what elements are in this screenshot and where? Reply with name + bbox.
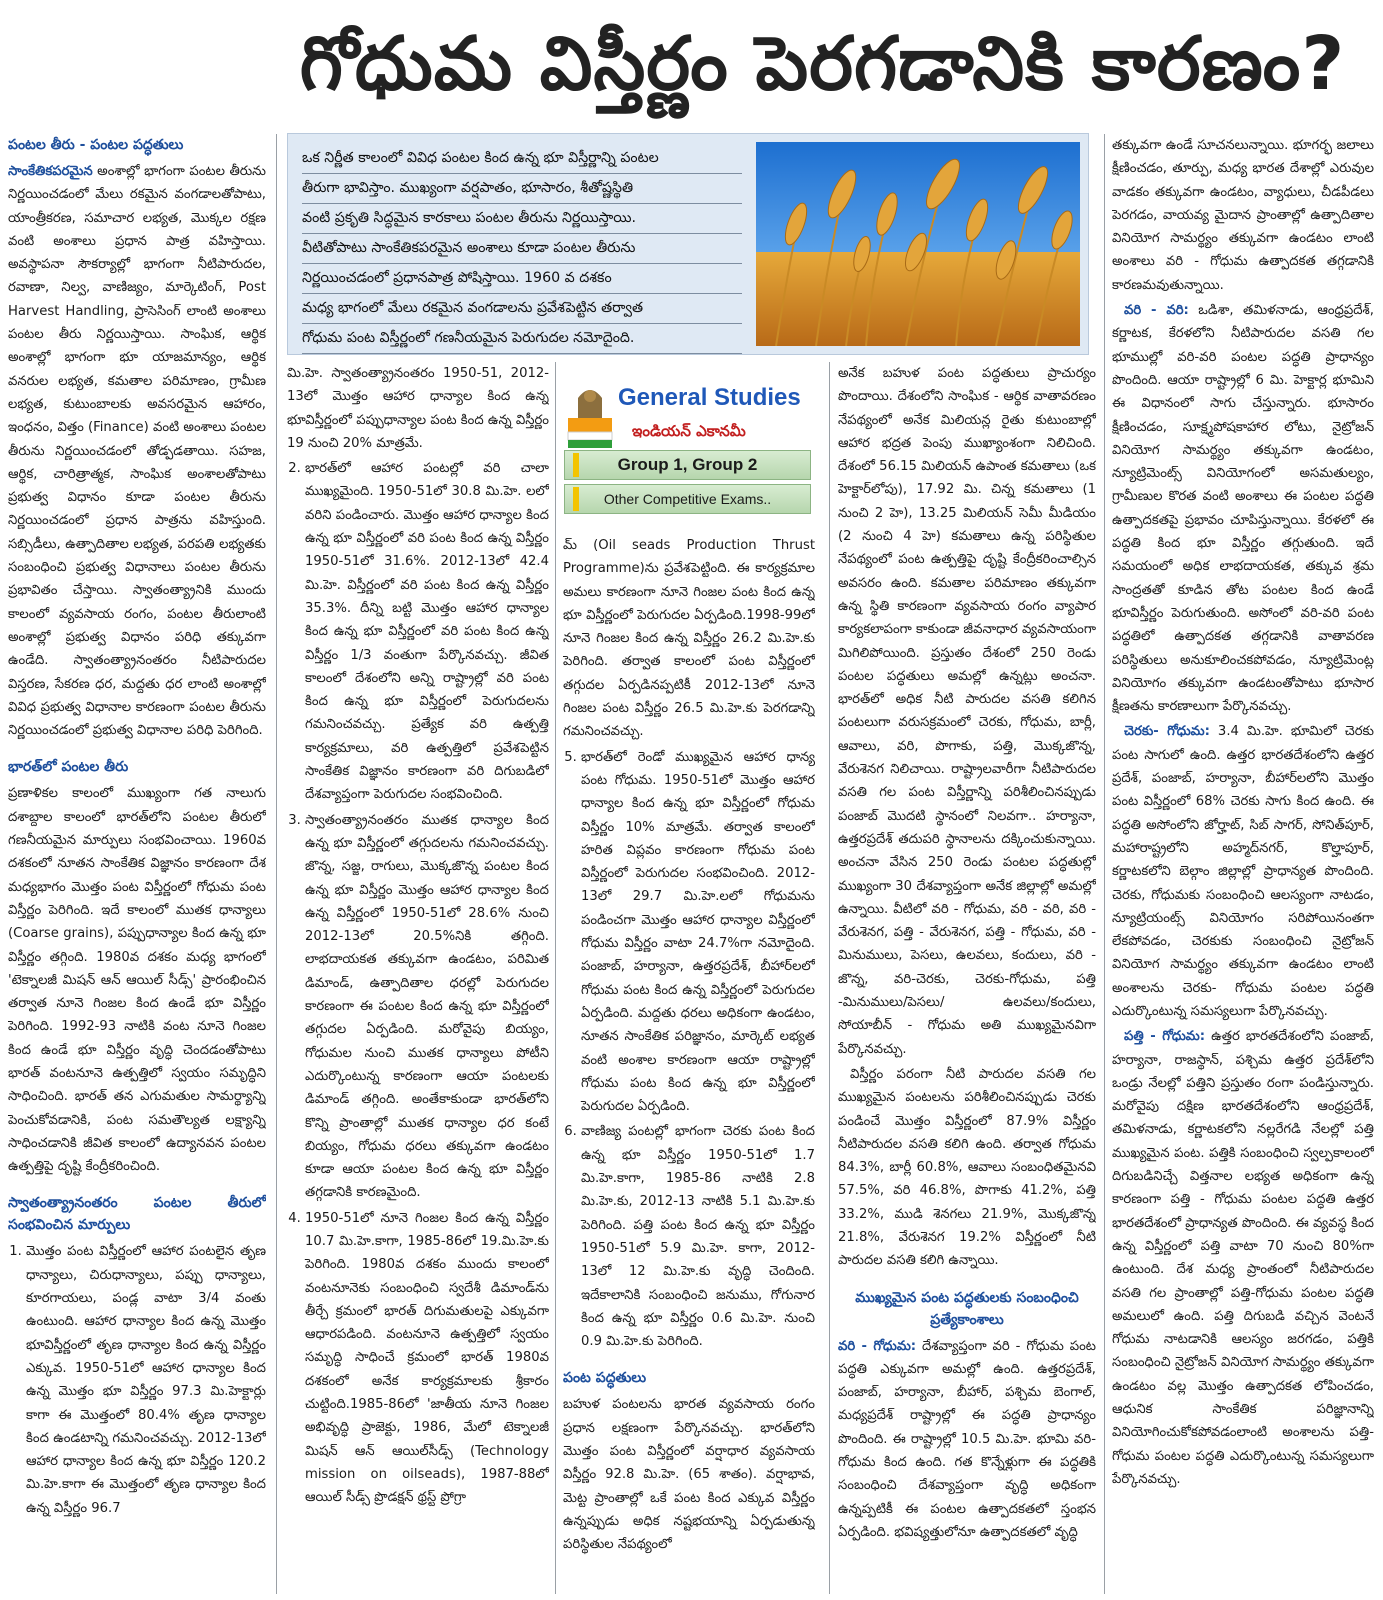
intro-line: మధ్య భాగంలో మేలు రకమైన వంగడాలను ప్రవేశపెట్టిన తర్వాత — [302, 294, 742, 324]
intro-line: నిర్ణయించడంలో ప్రధానపాత్ర పోషిస్తాయి. 1960 వ దశకం — [302, 264, 742, 294]
list-item: 4. 1950-51లో నూనె గింజల కింద ఉన్న విస్తీర్ణం 10.7 మి.హె.కాగా, 1985-86లో 19.మి.హె.కు పెరిగింది. 1980వ దశకం ముందు కాలంలో వంటనూనెకు సంబంధించి స్వదేశీ డిమాండ్‌ను తీర్చే క్రమంలో భారత్ దిగుమతులపై ఎక్కువగా ఆధారపడింది. వంటనూనె ఉత్పత్తిలో స్వయం సమృద్ధి సాధించే క్రమంలో భారత్ 1980వ దశకంలో అనేక కార్యక్రమాలకు శ్రీకారం చుట్టింది.1985-86లో 'జాతీయ నూనె గింజల అభివృద్ధి ప్రాజెక్టు, 1986, మేలో టెక్నాలజీ మిషన్ ఆన్ ఆయిల్‌సీడ్స్ (Technology mission on oilseads), 1987-88లో ఆయిల్ సీడ్స్ ప్రొడక్షన్ థ్రస్ట్ ప్రోగ్రా — [305, 1207, 549, 1510]
badge-band-exams — [564, 484, 811, 514]
wheat-illustration — [756, 142, 1080, 346]
intro-line: తీరుగా భావిస్తాం. ముఖ్యంగా వర్షపాతం, భూసారం, శీతోష్ణస్థితి — [302, 174, 742, 204]
paragraph-text: ఉత్తర భారతదేశంలోని పంజాబ్, హర్యానా, రాజస్థాన్, పశ్చిమ ఉత్తర ప్రదేశ్‌లోని ఒండ్రు నేలల్లో పత్తిని ప్రస్తుతం రంగా పండిస్తున్నారు. మరోవైపు దక్షిణ భారతదేశంలోని ఆంధ్రప్రదేశ్, తమిళనాడు, కర్ణాటకలోని నల్లరేగడి నేలల్లో పత్తి ముఖ్యమైన పంట. పత్తికి సంబంధించి స్వల్పకాలంలో దిగుబడినిచ్చే విత్తనాల లభ్యత అధికంగా ఉన్న కారణంగా పత్తి - గోధుమ పంటల పద్ధతి ఉత్తర భారతదేశంలో ప్రాధాన్యత పొందింది. ఈ వ్యవస్థ కింద ఉన్న విస్తీర్ణంలో పత్తి వాటా 70 నుంచి 80%గా ఉంటుంది. దేశ మధ్య ప్రాంతంలో నీటిపారుదల వసతి గల ప్రాంతాల్లో పత్తి-గోధుమ పంటల పద్ధతి అమలులో ఉంది. పత్తి దిగుబడి వచ్చిన వెంటనే గోధుమ నాటడానికి ఆలస్యం జరగడం, పత్తికి సంబంధించి నైట్రోజన్ వినియోగ సామర్థ్యం తక్కువగా ఉండటం వల్ల మొత్తం ఉత్పాదకత లోపించడం, ఆధునిక సాంకేతిక పరిజ్ఞానాన్ని వినియోగించుకోకపోవడంలాంటి అంశాలను పత్తి-గోధుమ పంటల పద్ధతి ఎదుర్కొంటున్న సమస్యలుగా పేర్కొనవచ్చు. — [1112, 1029, 1374, 1487]
paragraph — [1112, 1025, 1374, 1491]
paragraph-text: ఒడిశా, తమిళనాడు, ఆంధ్రప్రదేశ్, కర్ణాటక, కేరళలోని నీటిపారుదల వసతి గల భూముల్లో వరి-వరి పంటల పద్ధతి ప్రాధాన్యం పొందింది. ఆయా రాష్ట్రాల్లో 6 మి. హెక్టార్ల భూమిని ఈ విధానంలో సాగు చేస్తున్నారు. భూసారం క్షీణించడం, సూక్ష్మపోషకాహార లోటు, నైట్రోజన్ వినియోగ సామర్థ్యం తక్కువగా ఉండటం, న్యూట్రిమెంట్స్ వినియోగంలో అసమతుల్యం, గ్రామీణుల కొరత వంటి అంశాలు ఈ పంటల పద్ధతి ఉత్పాదకతపై ప్రభావం చూపిస్తున్నాయి. కేరళలో ఈ పద్ధతి కింద భూ విస్తీర్ణం తగ్గుతుంది. ఇదే సమయంలో అధిక లాభదాయకత, తక్కువ శ్రమ సాంద్రతతో కూడిన తోట పంటల కింద ఉండే భూవిస్తీర్ణం పెరుగుతుంది. అసోంలో వరి-వరి పంట పద్ధతిలో ఉత్పాదకత తగ్గడానికి వాతావరణ పరిస్థితులు అనుకూలించకపోవడం, న్యూట్రిమెంట్ల వినియోగం తక్కువగా ఉండటంతోపాటు భూసార క్షీణతను కారణాలుగా పేర్కొనవచ్చు. — [1112, 303, 1374, 715]
list-item: 1. మొత్తం పంట విస్తీర్ణంలో ఆహార పంటలైన తృణ ధాన్యాలు, చిరుధాన్యాలు, పప్పు ధాన్యాలు, కూరగాయలు, పండ్ల వాటా 3/4 వంతు ఉంటుంది. ఆహార ధాన్యాల కింద ఉన్న మొత్తం భూవిస్తీర్ణంలో తృణ ధాన్యాల కింద ఉన్న విస్తీర్ణం ఎక్కువ. 1950-51లో ఆహార ధాన్యాల కింద ఉన్న మొత్తం భూ విస్తీర్ణం 97.3 మి.హెక్టార్లు కాగా ఈ మొత్తంలో 80.4% తృణ ధాన్యాల కింద ఉండటాన్ని గమనించవచ్చు. 2012-13లో ఆహార ధాన్యాల కింద ఉన్న భూ విస్తీర్ణం 120.2 మి.హె.కాగా ఈ మొత్తంలో తృణ ధాన్యాల కింద ఉన్న విస్తీర్ణం 96.7 — [26, 1240, 266, 1520]
list-item: 5. భారత్‌లో రెండో ముఖ్యమైన ఆహార ధాన్య పంట గోధుమ. 1950-51లో మొత్తం ఆహార ధాన్యాల కింద ఉన్న భూ విస్తీర్ణంలో గోధుమ విస్తీర్ణం 10% మాత్రమే. తర్వాత కాలంలో హరిత విప్లవం కారణంగా గోధుమ పంట విస్తీర్ణంలో పెరుగుదల సంభవించింది. 2012-13లో 29.7 మి.హె.లలో గోధుమను పండించగా మొత్తం ఆహార ధాన్యాల విస్తీర్ణంలో గోధుమ విస్తీర్ణం వాటా 24.7%గా నమోదైంది. పంజాబ్, హర్యానా, ఉత్తరప్రదేశ్, బీహార్‌లలో గోధుమ పంట కింద ఉన్న విస్తీర్ణంలో పెరుగుదల ఏర్పడింది. మద్దతు ధరలు అధికంగా ఉండటం, నూతన సాంకేతిక పరిజ్ఞానం, మార్కెట్ లభ్యత వంటి అంశాల కారణంగా ఆయా రాష్ట్రాల్లో గోధుమ పంట కింద ఉన్న భూ విస్తీర్ణంలో పెరుగుదల ఏర్పడింది. — [581, 746, 815, 1119]
paragraph: మి.హె. స్వాతంత్య్రానంతరం 1950-51, 2012-13లో మొత్తం ఆహార ధాన్యాల కింద ఉన్న భూవిస్తీర్ణంలో పప్పుధాన్యాల పంట కింద ఉన్న విస్తీర్ణం 19 నుంచి 20% మాత్రమే. — [287, 366, 549, 451]
intro-line: వీటితోపాటు సాంకేతికపరమైన అంశాలు కూడా పంటల తీరును — [302, 234, 742, 264]
lead-word: చెరకు- గోధుమ: — [1124, 724, 1210, 740]
changes-list — [287, 457, 549, 1509]
wheat-photo — [756, 142, 1080, 346]
badge-band-groups — [564, 450, 811, 480]
lead-word: సాంకేతికపరమైన — [8, 164, 93, 179]
lead-word: పత్తి - గోధుమ: — [1124, 1029, 1206, 1045]
paragraph: ప్రణాళికల కాలంలో ముఖ్యంగా గత నాలుగు దశాబ్దాల కాలంలో భారత్‌లోని పంటల తీరులో గణనీయమైన మార్పులు సంభవించాయి. 1960వ దశకంలో నూతన సాంకేతిక విజ్ఞానం కారణంగా దేశ మధ్యభాగం మొత్తం పంట విస్తీర్ణంలో గోధుమ పంట విస్తీర్ణం పెరిగింది. ఇదే కాలంలో ముతక ధాన్యాలు (Coarse grains), పప్పుధాన్యాల కింద ఉన్న భూ విస్తీర్ణం తగ్గింది. 1980వ దశకం మధ్య భాగంలో 'టెక్నాలజీ మిషన్ ఆన్ ఆయిల్ సీడ్స్' ప్రారంభించిన తర్వాత నూనె గింజల కింద ఉండే భూ విస్తీర్ణం పెరిగింది. 1992-93 నాటికి వంట నూనె గింజల కింద ఉండే భూ విస్తీర్ణం వృద్ధి చెందడంతోపాటు భారత్ వంటనూనె ఉత్పత్తిలో స్వయం సమృద్ధిని సాధించింది. భారత్ తన ఎగుమతుల సామర్థ్యాన్ని పెంచుకోవడానికి, పంట సమతౌల్యత లక్ష్యాన్ని సాధించడానికి జీవిత కాలంలో ఉద్యానవన పంటల ఉత్పత్తిపై దృష్టి కేంద్రీకరించింది. — [8, 786, 266, 1175]
column-1 — [8, 134, 266, 1594]
lead-word: వరి - వరి: — [1124, 303, 1189, 319]
column-3 — [563, 534, 815, 1594]
section-heading: భారత్‌లో పంటల తీరు — [8, 759, 129, 776]
paragraph-text: 3.4 మి.హె. భూమిలో చెరకు పంట సాగులో ఉంది. ఉత్తర భారతదేశంలోని ఉత్తర ప్రదేశ్, పంజాబ్, హర్యానా, బీహార్‌లలోని మొత్తం పంట విస్తీర్ణంలో 68% చెరకు సాగు కింద ఉంది. ఈ పద్ధతి అసోంలోని జోర్హాట్, సిబ్ సాగర్, సోనిత్‌పూర్, మహారాష్ట్రలోని అహ్మద్‌నగర్, కొల్హాపూర్, కర్ణాటకలోని బెల్గాం జిల్లాల్లో ప్రాధాన్యత పొందింది. చెరకు, గోధుమకు సంబంధించి ఆలస్యంగా నాటడం, న్యూట్రియంట్స్ వినియోగం సరిపోయినంతగా లేకపోవడం, చెరకుకు సంబంధించి నైట్రోజన్ వినియోగ సామర్థ్యం తక్కువగా ఉండటం లాంటి అంశాలను చెరకు- గోధుమ పంటల పద్ధతి ఎదుర్కొంటున్న సమస్యలుగా పేర్కొనవచ్చు. — [1112, 724, 1374, 1019]
intro-line: ఒక నిర్ణీత కాలంలో వివిధ పంటల కింద ఉన్న భూ విస్తీర్ణాన్ని పంటల — [302, 144, 742, 174]
column-divider — [276, 134, 277, 1594]
headline: గోధుమ విస్తీర్ణం పెరగడానికి కారణం? — [299, 21, 1346, 107]
badge-subtitle: ఇండియన్ ఎకానమీ — [632, 422, 746, 440]
column-divider — [1104, 134, 1105, 1594]
column-4 — [838, 362, 1096, 1594]
paragraph: మ్ (Oil seads Production Thrust Programme)ను ప్రవేశపెట్టింది. ఈ కార్యక్రమాల అమలు కారణంగా నూనె గింజల పంట కింద ఉన్న భూ విస్తీర్ణంలో పెరుగుదల ఏర్పడింది.1998-99లో నూనె గింజల కింద ఉన్న విస్తీర్ణం 26.2 మి.హె.కు పెరిగింది. తర్వాత కాలంలో పంట విస్తీర్ణంలో తగ్గుదల ఏర్పడినప్పటికీ 2012-13లో నూనె గింజల పంట విస్తీర్ణం 26.5 మి.హె.కు పెరగడాన్ని గమనించవచ్చు. — [563, 538, 815, 740]
column-2 — [287, 362, 549, 1594]
section-heading: స్వాతంత్య్రానంతరం పంటల తీరులో సంభవించిన మార్పులు — [8, 1195, 266, 1234]
list-item: 3. స్వాతంత్య్రానంతరం ముతక ధాన్యాల కింద ఉన్న భూ విస్తీర్ణంలో తగ్గుదలను గమనించవచ్చు. జొన్న, సజ్జ, రాగులు, మొక్కజొన్న పంటల కింద ఉన్న భూ విస్తీర్ణం మొత్తం ఆహార ధాన్యాల కింద ఉన్న విస్తీర్ణంలో 1950-51లో 28.6% నుంచి 2012-13లో 20.5%నికి తగ్గింది. లాభదాయకత తక్కువగా ఉండటం, పరిమిత డిమాండ్, ఉత్పాదితాల ధరల్లో పెరుగుదల కారణంగా ఈ పంటల కింద ఉన్న భూ విస్తీర్ణంలో తగ్గుదల ఏర్పడింది. మరోవైపు బియ్యం, గోధుమల నుంచి ముతక ధాన్యాలు పోటీని ఎదుర్కొంటున్న కారణంగా ఆయా పంటలకు డిమాండ్ తగ్గింది. అంతేకాకుండా భారత్‌లోని కొన్ని ప్రాంతాల్లో ముతక ధాన్యాల ధర కంటే బియ్యం, గోధుమ ధరలు తక్కువగా ఉండటం కూడా ఆయా పంటల కింద ఉన్న భూ విస్తీర్ణం తగ్గడానికి కారణమైంది. — [305, 809, 549, 1205]
paragraph — [8, 160, 266, 742]
column-divider — [829, 362, 830, 1594]
paragraph-text: దేశవ్యాప్తంగా వరి - గోధుమ పంట పద్ధతి ఎక్కువగా అమల్లో ఉంది. ఉత్తరప్రదేశ్, పంజాబ్, హర్యానా, బీహార్, పశ్చిమ బెంగాల్, మధ్యప్రదేశ్ రాష్ట్రాల్లో ఈ పద్ధతి ప్రాధాన్యం పొందింది. ఈ రాష్ట్రాల్లో 10.5 మి.హె. భూమి వరి-గోధుమ కింద ఉంది. గత కొన్నేళ్లుగా ఈ పద్ధతికి సంబంధించి దేశవ్యాప్తంగా వృద్ధి అధికంగా ఉన్నప్పటికీ ఈ పంటల ఉత్పాదకతలో స్తంభన ఏర్పడింది. భవిష్యత్తులోనూ ఉత్పాదకతలో వృద్ధి — [838, 1338, 1096, 1540]
badge-band-label: Group 1, Group 2 — [617, 455, 758, 474]
column-divider — [555, 362, 556, 1594]
paragraph: విస్తీర్ణం పరంగా నీటి పారుదల వసతి గల ముఖ్యమైన పంటలను పరిశీలించినప్పుడు చెరకు పండించే మొత్తం విస్తీర్ణంలో 87.9% విస్తీర్ణం నీటిపారుదల వసతి కలిగి ఉంది. తర్వాత గోధుమ 84.3%, బార్లీ 60.8%, ఆవాలు సంబంధితమైనవి 57.5%, వరి 46.8%, పొగాకు 41.2%, పత్తి 33.2%, ముడి శెనగలు 21.9%, మొక్కజొన్న 21.8%, వేరుశెనగ 19.2% విస్తీర్ణంలో నీటి పారుదల వసతి కలిగి ఉన్నాయి. — [838, 1066, 1096, 1269]
paragraph — [838, 1335, 1096, 1545]
list-item: 2. భారత్‌లో ఆహార పంటల్లో వరి చాలా ముఖ్యమైంది. 1950-51లో 30.8 మి.హె. లలో వరిని పండించారు. మొత్తం ఆహార ధాన్యాల కింద ఉన్న భూ విస్తీర్ణంలో వరి పంట కింద ఉన్న విస్తీర్ణం 1950-51లో 31.6%. 2012-13లో 42.4 మి.హె. విస్తీర్ణంలో వరి పంట కింద ఉన్న విస్తీర్ణం 35.3%. దీన్ని బట్టి మొత్తం ఆహార ధాన్యాల కింద ఉన్న భూ విస్తీర్ణంలో వరి పంట కింద ఉన్న విస్తీర్ణం 1/3 వంతుగా పేర్కొనవచ్చు. జీవిత కాలంలో దేశంలోని అన్ని రాష్ట్రాల్లో వరి పంట కింద ఉన్న భూ విస్తీర్ణంలో పెరుగుదలను గమనించవచ్చు. ప్రత్యేక వరి ఉత్పత్తి కార్యక్రమాలు, వరి ఉత్పత్తిలో ప్రవేశపెట్టిన సాంకేతిక విజ్ఞానం కారణంగా వరి దిగుబడిలో దేశవ్యాప్తంగా పెరుగుదల సంభవించింది. — [305, 457, 549, 806]
intro-box — [287, 133, 1089, 355]
intro-text — [302, 144, 742, 354]
changes-list — [8, 1240, 266, 1520]
column-5 — [1112, 134, 1374, 1594]
paragraph-text: అంశాల్లో భాగంగా పంటల తీరును నిర్ణయించడంలో మేలు రకమైన వంగడాలతోపాటు, యాంత్రీకరణ, సమాచార లభ్యత, మొక్కల రక్షణ వంటి అంశాలు ప్రధాన పాత్ర వహిస్తాయి. అవస్థాపనా సౌకర్యాల్లో భాగంగా నీటిపారుదల, రవాణా, నిల్వ, వాణిజ్యం, మార్కెటింగ్, Post Harvest Handling, ప్రాసెసింగ్ లాంటి అంశాలు పంటల తీరు నిర్ణయిస్తాయి. సాంఘిక, ఆర్థిక అంశాల్లో భాగంగా భూ యాజమాన్యం, ఆర్థిక వనరుల లభ్యత, కమతాల పరిమాణం, గ్రామీణ లభ్యత, కుటుంబాలకు అవసరమైన ఆహారం, ఇంధనం, విత్తం (Finance) వంటి అంశాలు పంటల తీరును నిర్ణయించడంలో తోడ్పడతాయి. సహజ, ఆర్థిక, చారిత్రాత్మక, సాంఘిక అంశాలతోపాటు ప్రభుత్వ విధానం కూడా పంటల తీరును నిర్ణయించడంలో ప్రధాన పాత్రను వహిస్తుంది. సబ్సిడీలు, ఉత్పాదితాల లభ్యత, పరపతి లభ్యతకు సంబంధించి ప్రభుత్వ విధానాలు పంటల తీరును ప్రభావితం చేస్తాయి. స్వాతంత్య్రానికి ముందు కాలంలో వ్యవసాయ రంగం, పంటల తీరులాంటి అంశాల్లో ప్రభుత్వ విధానం పరిధి తక్కువగా ఉండేది. స్వాతంత్య్రానంతరం నీటిపారుదల విస్తరణ, సేకరణ ధర, మద్దతు ధర లాంటి అంశాల్లో వివిధ ప్రభుత్వ విధానాల కారణంగా పంటల తీరును నిర్ణయించడంలో ప్రభుత్వ విధానాల పరిధి పెరిగింది. — [8, 164, 266, 739]
changes-list — [563, 746, 815, 1354]
intro-line: వంటి ప్రకృతి సిద్ధమైన కారకాలు పంటల తీరును నిర్ణయిస్తాయి. — [302, 204, 742, 234]
lead-word: వరి - గోధుమ: — [838, 1338, 917, 1354]
badge-title: General Studies — [618, 384, 801, 411]
list-item: 6. వాణిజ్య పంటల్లో భాగంగా చెరకు పంట కింద ఉన్న భూ విస్తీర్ణం 1950-51లో 1.7 మి.హె.కాగా, 1985-86 నాటికి 2.8 మి.హె.కు, 2012-13 నాటికి 5.1 మి.హె.కు పెరిగింది. పత్తి పంట కింద ఉన్న భూ విస్తీర్ణం 1950-51లో 5.9 మి.హె. కాగా, 2012-13లో 12 మి.హె.కు వృద్ధి చెందింది. ఇదేకాలానికి సంబంధించి జనుము, గోగునార కింద ఉన్న భూ విస్తీర్ణం 0.6 మి.హె. నుంచి 0.9 మి.హె.కు పెరిగింది. — [581, 1120, 815, 1353]
paragraph: తక్కువగా ఉండే సూచనలున్నాయి. భూగర్భ జలాలు క్షీణించడం, తూర్పు, మధ్య భారత దేశాల్లో ఎరువుల వాడకం తక్కువగా ఉండటం, వ్యాధులు, చీడపీడలు పెరగడం, వాయవ్య మైదాన ప్రాంతాల్లో ఉత్పాదితాల వినియోగ సామర్థ్యం తక్కువగా ఉండటం లాంటి అంశాలు వరి - గోధుమ ఉత్పాదకత తగ్గడానికి కారణమవుతున్నాయి. — [1112, 138, 1374, 293]
section-heading: ముఖ్యమైన పంట పద్ధతులకు సంబంధించి ప్రత్యేకాంశాలు — [855, 1289, 1079, 1328]
paragraph: అనేక బహుళ పంట పద్ధతులు ప్రాచుర్యం పొందాయి. దేశంలోని సాంఘిక - ఆర్థిక వాతావరణం నేపథ్యంలో అనేక మిలియన్ల రైతు కుటుంబాల్లో ఆహార భద్రత పెంపు ముఖ్యాంశంగా నిలిచింది. దేశంలో 56.15 మిలియన్ ఉపాంత కమతాలు (ఒక హెక్టార్‌లోపు), 17.92 మి. చిన్న కమతాలు (1 నుంచి 2 హె), 13.25 మిలియన్ సెమీ మీడియం (2 నుంచి 4 హె) కమతాలు ఉన్న పరిస్థితుల నేపథ్యంలో పంట ఉత్పత్తిపై దృష్టి కేంద్రీకరించాల్సిన అవసరం ఉంది. కమతాల పరిమాణం తక్కువగా ఉన్న స్థితి కారణంగా వ్యవసాయ రంగం వ్యాపార కార్యకలాపంగా కాకుండా జీవనాధార వ్యవసాయంగా మిగిలిపోయింది. ప్రస్తుతం దేశంలో 250 రెండు పంటల పద్ధతులు అమల్లో ఉన్నట్లు అంచనా. భారత్‌లో అధిక నీటి పారుదల వసతి కలిగిన పంటలుగా వరుసక్రమంలో చెరకు, గోధుమ, బార్లీ, ఆవాలు, వరి, పొగాకు, పత్తి, మొక్కజొన్న, వేరుశెనగ నిలిచాయి. రాష్ట్రాలవారీగా నీటిపారుదల వసతి గల పంట విస్తీర్ణాన్ని పరిశీలించినప్పుడు పంజాబ్ మొదటి స్థానంలో నిలవగా.. హర్యానా, ఉత్తరప్రదేశ్ తదుపరి స్థానాలను దక్కించుకున్నాయి. అంచనా వేసిన 250 రెండు పంటల పద్ధతుల్లో ముఖ్యంగా 30 దేశవ్యాప్తంగా అనేక జిల్లాల్లో అమల్లో ఉన్నాయి. వీటిలో వరి - గోధుమ, వరి - వరి, వరి - వేరుశెనగ, పత్తి - వేరుశెనగ, పత్తి - గోధుమ, వరి - మినుములు, పెసలు, ఉలవలు, కందులు, వరి - జొన్న, వరి-చెరకు, చెరకు-గోధుమ, పత్తి -మినుములు/పెసలు/ ఉలవలు/కందులు, సోయాబీన్ - గోధుమ అతి ముఖ్యమైనవిగా పేర్కొనవచ్చు. — [838, 366, 1096, 1057]
paragraph — [1112, 299, 1374, 718]
emblem-icon — [562, 378, 618, 450]
badge-band-label: Other Competitive Exams.. — [603, 491, 772, 507]
paragraph — [1112, 720, 1374, 1023]
intro-line: గోధుమ పంట విస్తీర్ణంలో గణనీయమైన పెరుగుదల నమోదైంది. — [302, 324, 742, 354]
section-heading: పంట పద్ధతులు — [563, 1370, 647, 1387]
section-heading: పంటల తీరు - పంటల పద్ధతులు — [8, 137, 184, 153]
general-studies-badge — [560, 378, 815, 524]
paragraph: బహుళ పంటలను భారత వ్యవసాయ రంగం ప్రధాన లక్షణంగా పేర్కొనవచ్చు. భారత్‌లోని మొత్తం పంట విస్తీర్ణంలో వర్షాధార వ్యవసాయ విస్తీర్ణం 92.8 మి.హె. (65 శాతం). వర్షాభావ, మెట్ట ప్రాంతాల్లో ఒకే పంట కింద ఎక్కువ విస్తీర్ణం ఉన్నప్పుడు అధిక నష్టభయాన్ని ఏర్పడుతున్న పరిస్థితుల నేపథ్యంలో — [563, 1397, 815, 1553]
